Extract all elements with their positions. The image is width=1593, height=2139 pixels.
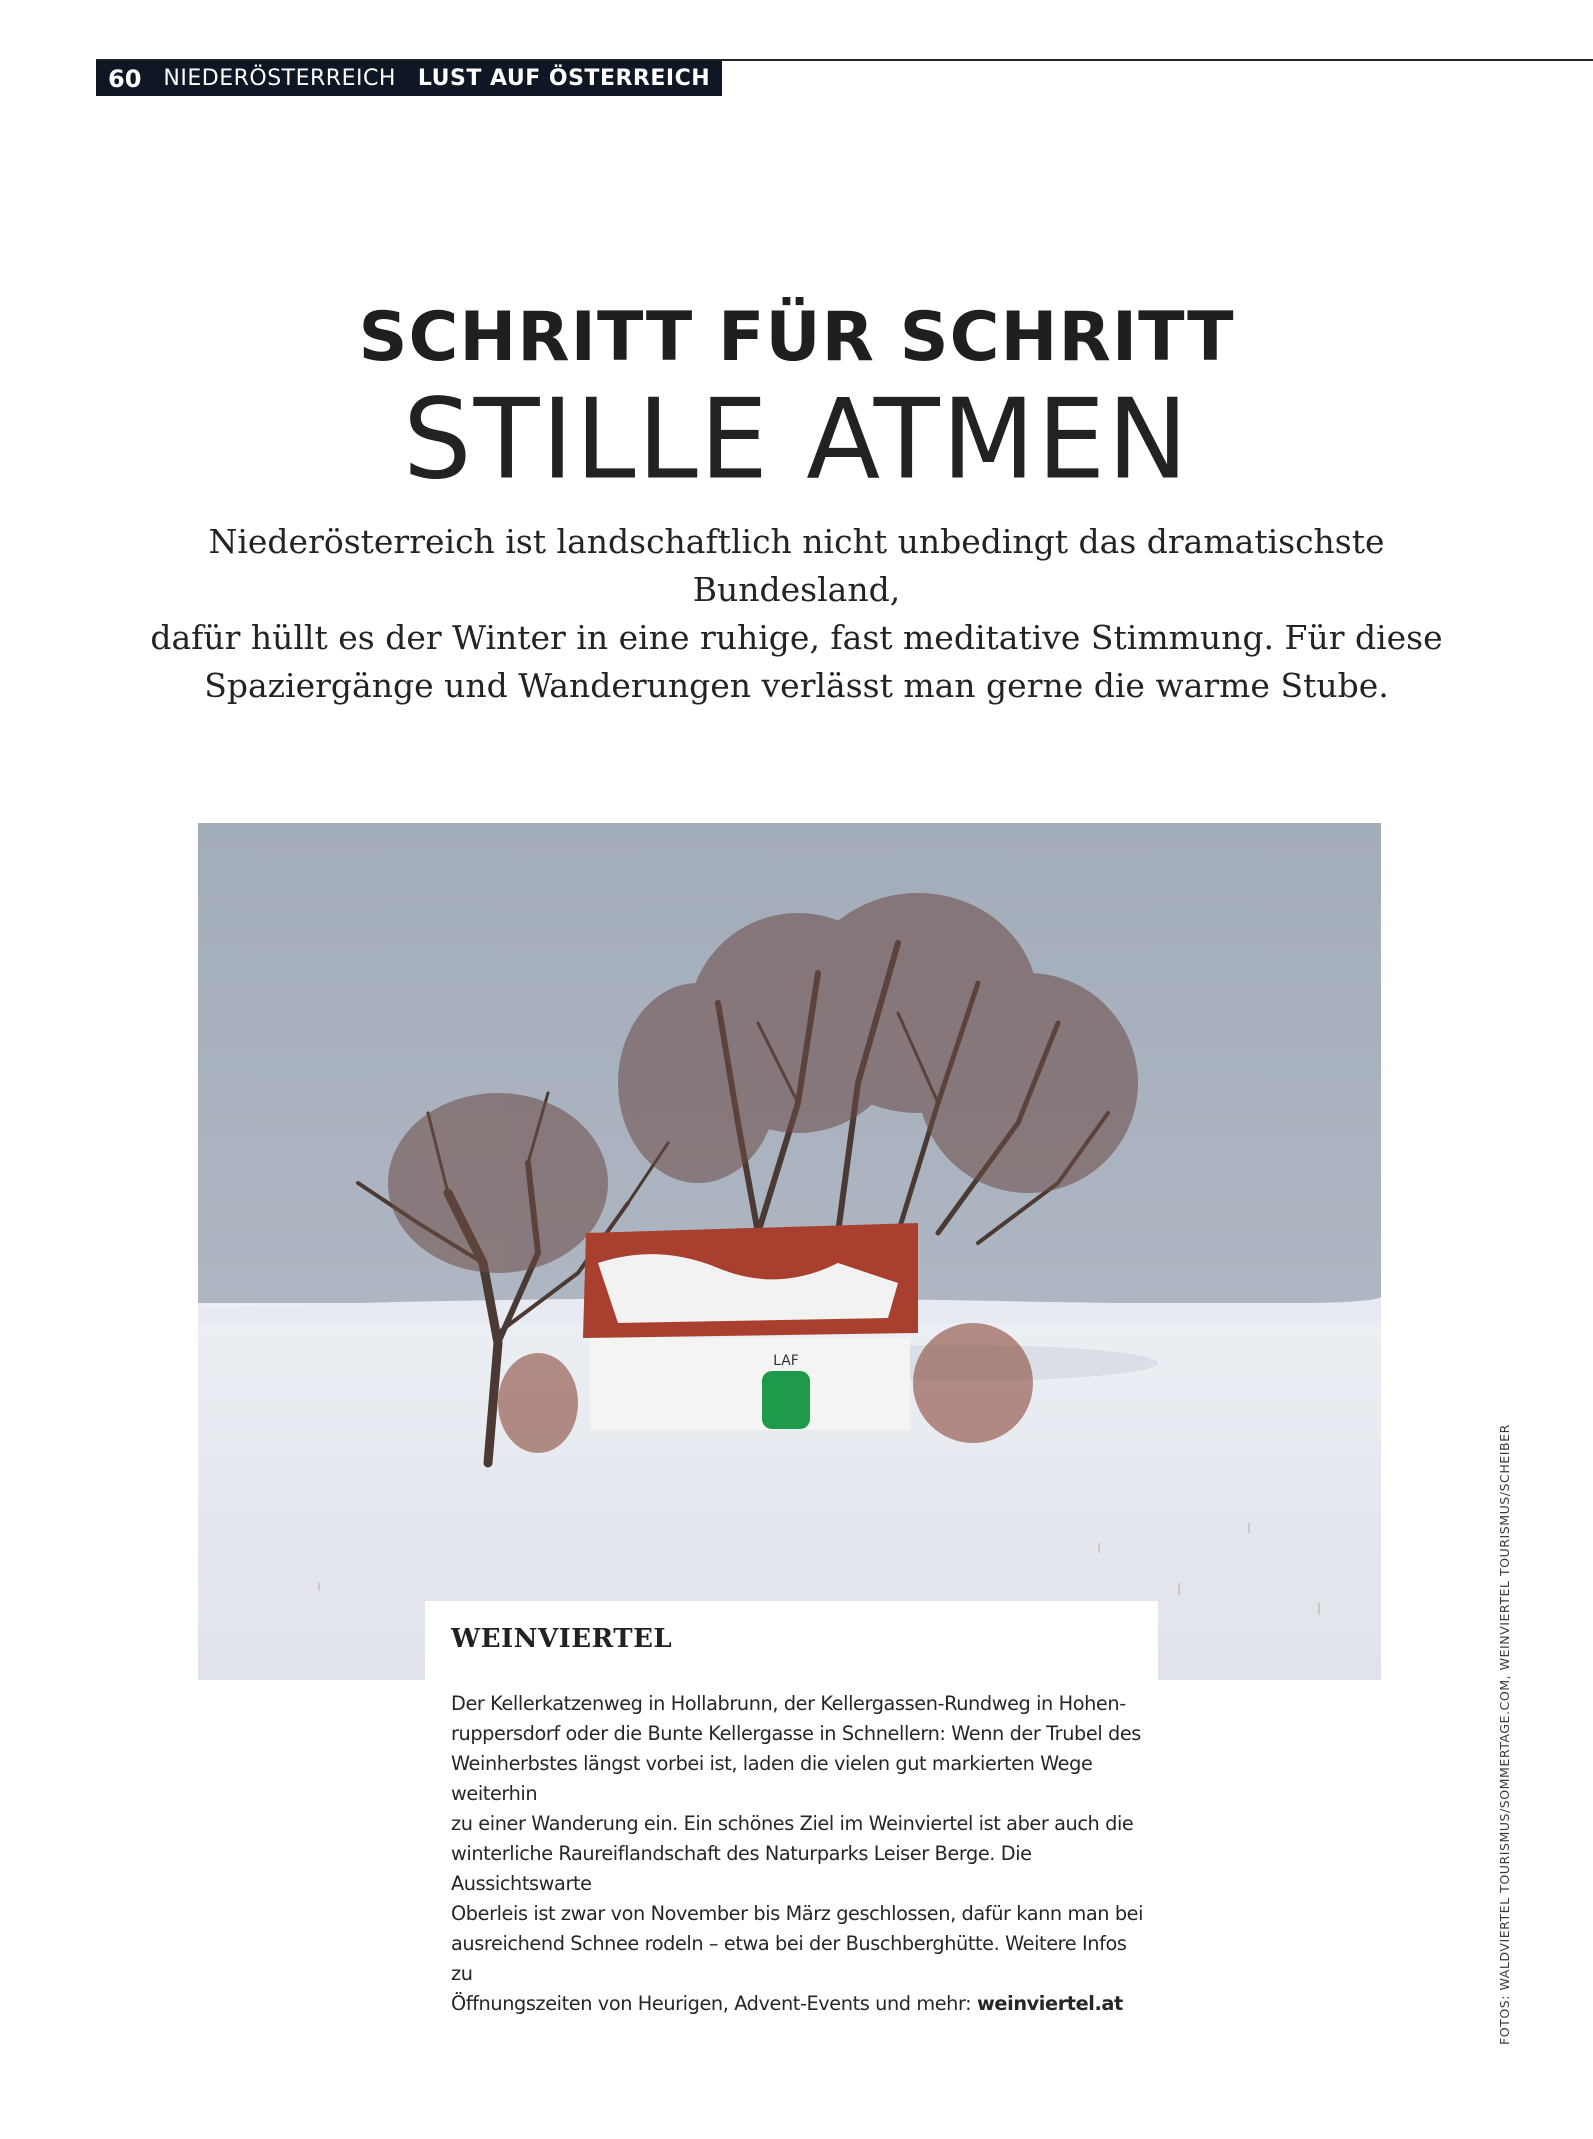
headline-text: STILLE ATMEN [403, 376, 1190, 505]
caption-line-text: Öffnungszeiten von Heurigen, Advent-Events und mehr: [451, 1992, 978, 2015]
building-sign: LAF [773, 1353, 799, 1369]
caption-line: Weinherbstes längst vorbei ist, laden die vielen gut markierten Wege weiterhin [451, 1752, 1093, 1805]
website-link[interactable]: weinviertel.at [977, 1992, 1123, 2015]
caption-line: zu einer Wanderung ein. Ein schönes Ziel im Weinviertel ist aber auch die [451, 1812, 1134, 1835]
article-kicker: SCHRITT FÜR SCHRITT [358, 298, 1235, 377]
caption-line: winterliche Raureiflandschaft des Naturparks Leiser Berge. Die Aussichtswarte [451, 1842, 1032, 1895]
magazine-section-label: LUST AUF ÖSTERREICH [417, 66, 711, 91]
caption-line: ruppersdorf oder die Bunte Kellergasse in Schnellern: Wenn der Trubel des [451, 1722, 1141, 1745]
caption-line: Oberleis ist zwar von November bis März geschlossen, dafür kann man bei [451, 1902, 1144, 1925]
intro-line: Niederösterreich ist landschaftlich nicht unbedingt das dramatischste Bundesland, [208, 522, 1385, 609]
intro-line: Spaziergänge und Wanderungen verlässt man gerne die warme Stube. [204, 666, 1389, 705]
page-header [96, 61, 722, 96]
photo-credit: FOTOS: WALDVIERTEL TOURISMUS/SOMMERTAGE.COM, WEINVIERTEL TOURISMUS/SCHEIBER [1497, 1424, 1512, 2045]
article-intro [140, 518, 1453, 710]
intro-line: dafür hüllt es der Winter in eine ruhige, fast meditative Stimmung. Für diese [150, 618, 1443, 657]
section-label: NIEDERÖSTERREICH [163, 66, 396, 91]
caption-title: WEINVIERTEL [451, 1624, 673, 1654]
winter-landscape-photo [198, 823, 1381, 1680]
page-number: 60 [108, 64, 142, 93]
article-headline [0, 377, 1593, 505]
caption-line: ausreichend Schnee rodeln – etwa bei der Buschberghütte. Weitere Infos zu [451, 1932, 1127, 1985]
caption-line [451, 1989, 1151, 2019]
caption-body [451, 1689, 1151, 2019]
caption-line: Der Kellerkatzenweg in Hollabrunn, der Kellergassen-Rundweg in Hohen- [451, 1692, 1126, 1715]
